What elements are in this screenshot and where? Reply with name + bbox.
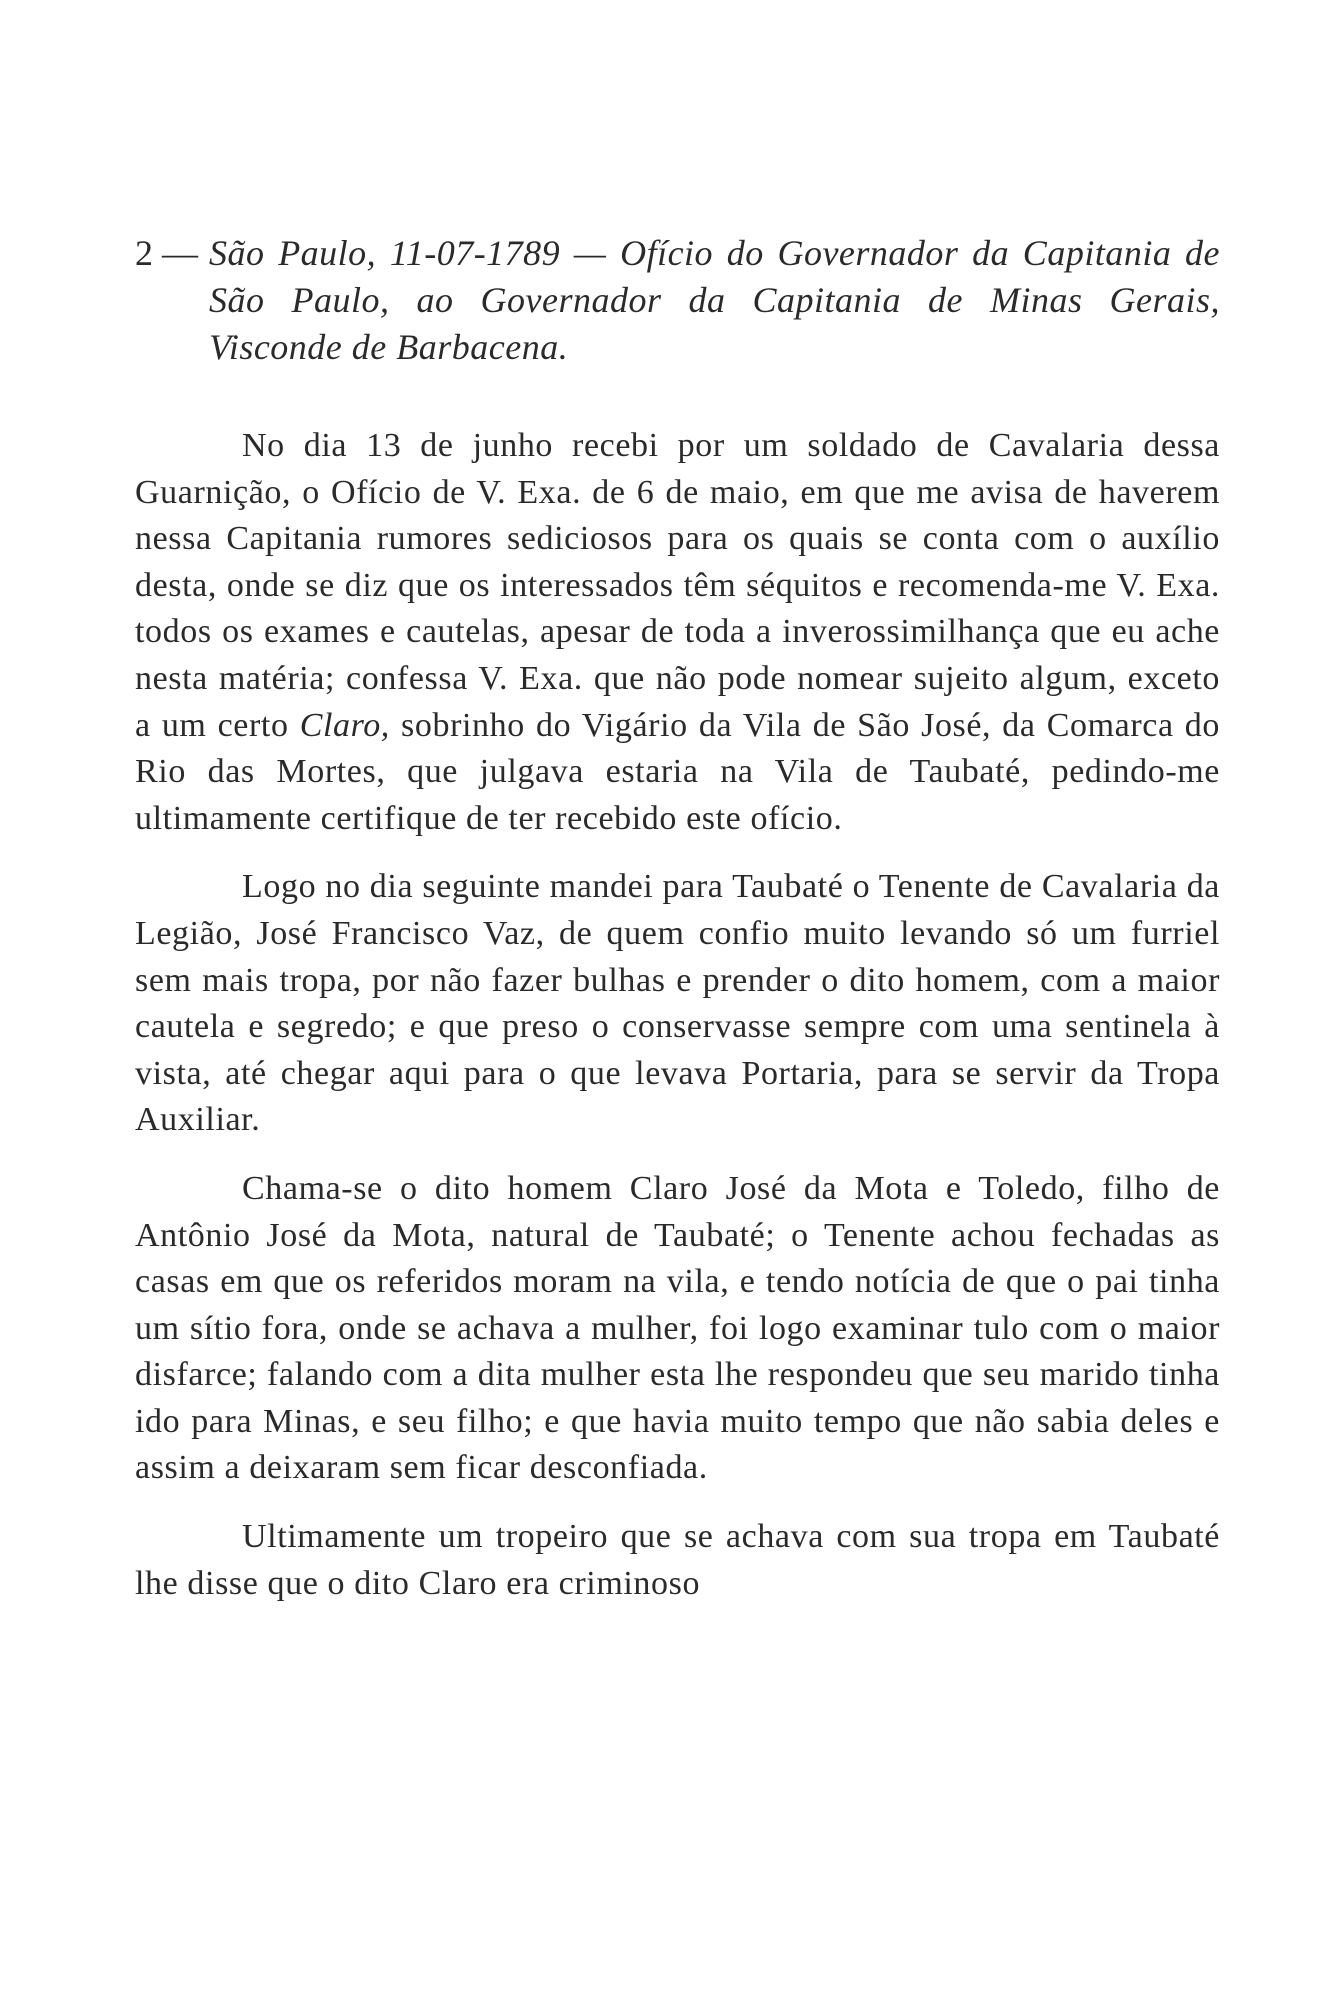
- document-heading: [135, 230, 1220, 371]
- heading-text: São Paulo, 11-07-1789 — Ofício do Governador da Capitania de São Paulo, ao Governador da Capitania de Minas Gerais, Visconde de Barbacena.: [209, 233, 1220, 367]
- paragraph-4: Ultimamente um tropeiro que se achava com sua tropa em Taubaté lhe disse que o dito Claro era criminoso: [135, 1518, 1220, 1602]
- heading-number: 2 —: [135, 233, 198, 273]
- paragraph-2: Logo no dia seguinte mandei para Taubaté o Tenente de Cavalaria da Legião, José Francisco Vaz, de quem confio muito levando só um furriel sem mais tropa, por não fazer bulhas e prender o dito homem, com a maior cautela e segredo; e que preso o conservasse sempre com uma sentinela à vista, até chegar aqui para o que levava Portaria, para se servir da Tropa Auxiliar.: [135, 868, 1220, 1139]
- document-page: [135, 230, 1220, 1629]
- paragraph-3: Chama-se o dito homem Claro José da Mota e Toledo, filho de Antônio José da Mota, natural de Taubaté; o Tenente achou fechadas as casas em que os referidos moram na vila, e tendo notícia de que o pai tinha um sítio fora, onde se achava a mulher, foi logo examinar tulo com o maior disfarce; falando com a dita mulher esta lhe respondeu que seu marido tinha ido para Minas, e seu filho; e que havia muito tempo que não sabia deles e assim a deixaram sem ficar desconfiada.: [135, 1169, 1220, 1487]
- paragraph-1-text-start: No dia 13 de junho recebi por um soldado de Cavalaria dessa Guarnição, o Ofício de V. Exa. de 6 de maio, em que me avisa de haverem nessa Capitania rumores sediciosos para os quais se conta com o auxílio desta, onde se diz que os interessados têm séquitos e recomenda-me V. Exa. todos os exames e cautelas, apesar de toda a inverossimilhança que eu ache nesta matéria; confessa V. Exa. que não pode nomear sujeito algum, exceto a um certo: [135, 427, 1220, 744]
- paragraph-1-text-end: sobrinho do Vigário da Vila de São José, da Comarca do Rio das Mortes, que julgava estaria na Vila de Taubaté, pedindo-me ultimamente certifique de ter recebido este ofício.: [135, 706, 1220, 837]
- paragraph-1: [135, 423, 1220, 842]
- paragraph-1-italic-name: Claro,: [299, 706, 390, 744]
